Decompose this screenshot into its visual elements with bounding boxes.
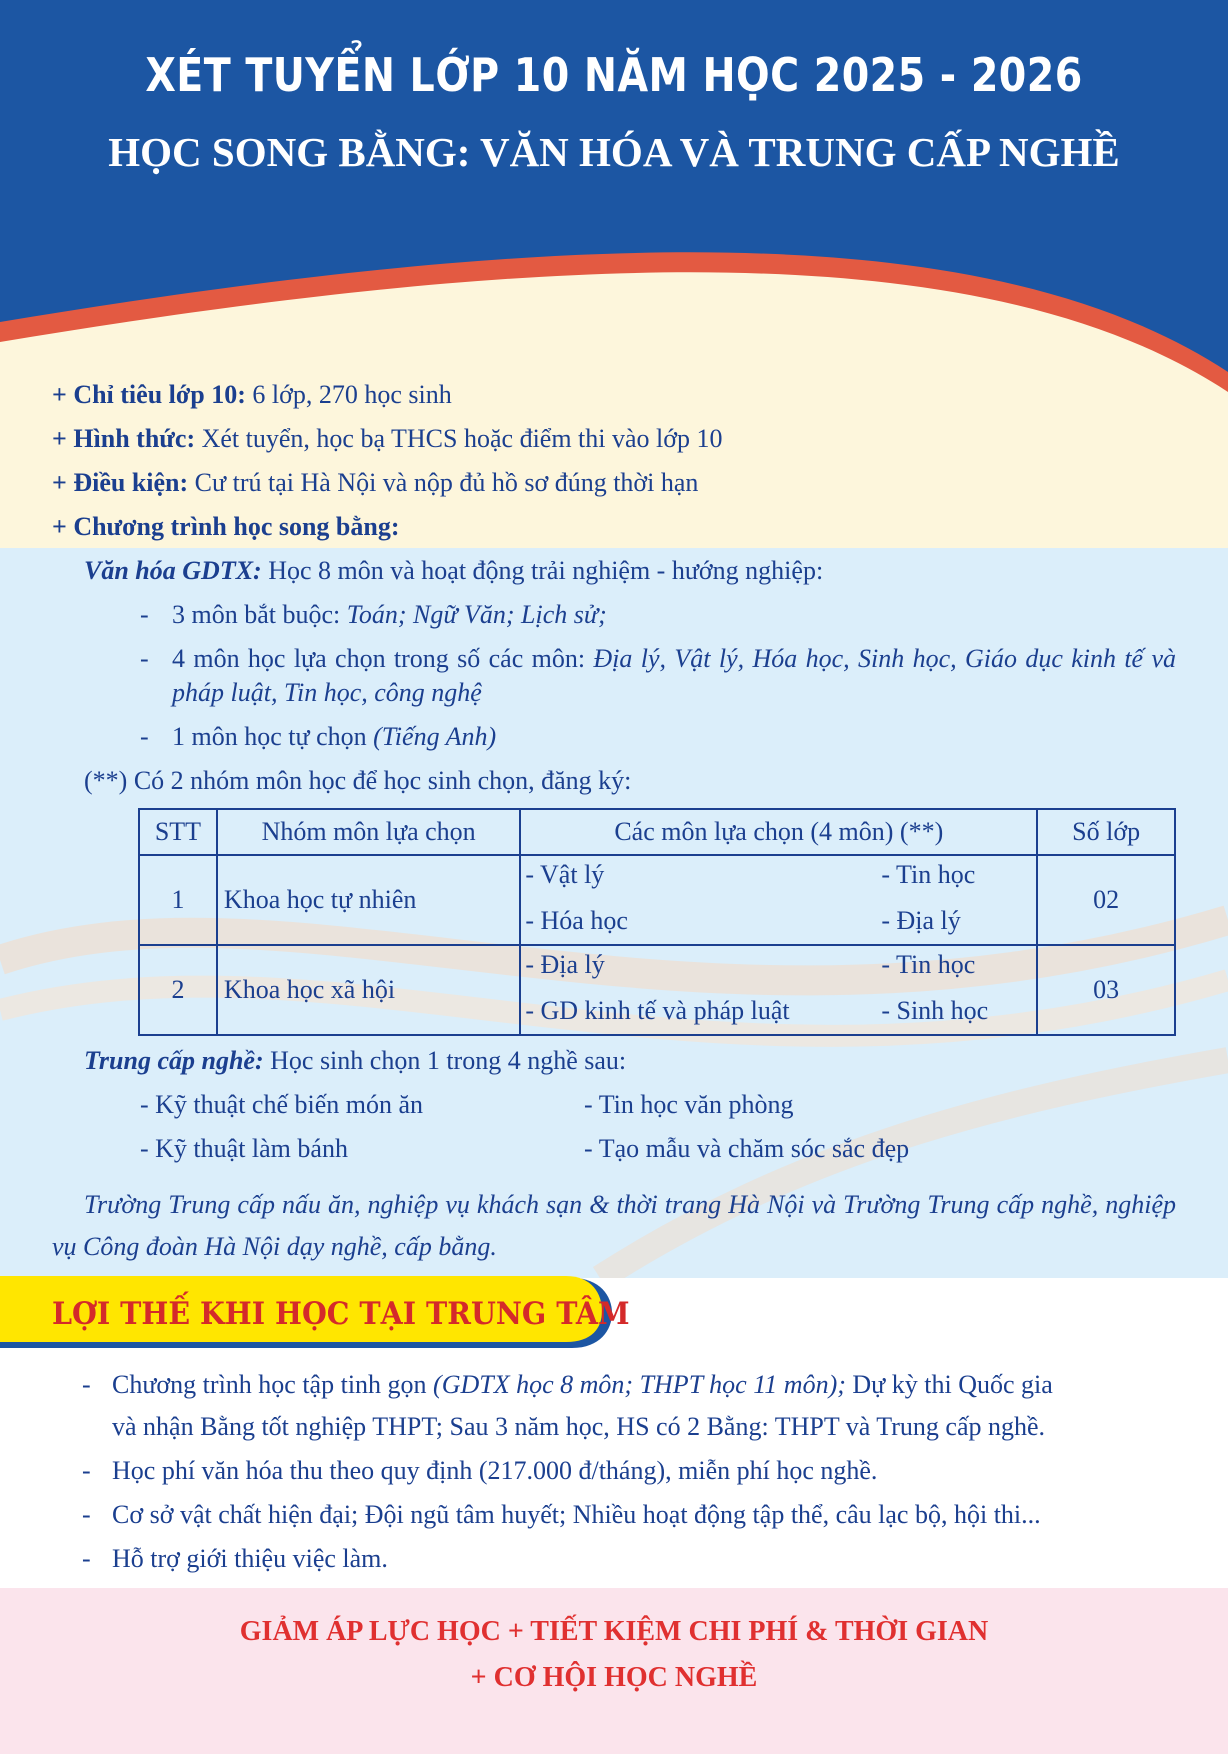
culture-item bbox=[140, 642, 149, 676]
advantages-title: LỢI THẾ KHI HỌC TẠI TRUNG TÂM bbox=[52, 1296, 630, 1332]
subject-item: - Tin học bbox=[881, 860, 976, 889]
subject-item: - Vật lý bbox=[525, 860, 605, 889]
advantage-text-italic: (GDTX học 8 môn; THPT học 11 môn); bbox=[433, 1370, 846, 1399]
bullet-dash: - bbox=[140, 600, 149, 629]
table-row bbox=[139, 945, 1175, 1035]
info-condition bbox=[52, 466, 698, 500]
info-label: + Chương trình học song bằng: bbox=[52, 512, 400, 541]
page-subtitle: HỌC SONG BẰNG: VĂN HÓA VÀ TRUNG CẤP NGHỀ bbox=[108, 129, 1120, 175]
advantage-item bbox=[112, 1368, 1053, 1402]
info-label: + Hình thức: bbox=[52, 424, 196, 453]
culture-item-text bbox=[172, 720, 496, 754]
info-program bbox=[52, 510, 400, 544]
subject-item: - Sinh học bbox=[881, 996, 989, 1025]
advantage-item: Hỗ trợ giới thiệu việc làm. bbox=[112, 1544, 388, 1573]
table-row bbox=[139, 855, 1175, 945]
info-quota bbox=[52, 378, 452, 412]
info-value: Cư trú tại Hà Nội và nộp đủ hồ sơ đúng thời hạn bbox=[188, 468, 699, 497]
footer-slogan-line2: + CƠ HỘI HỌC NGHỀ bbox=[470, 1662, 758, 1693]
job-item: - Kỹ thuật làm bánh bbox=[140, 1134, 348, 1163]
culture-item-italic: (Tiếng Anh) bbox=[373, 722, 497, 751]
table-header: STT bbox=[139, 809, 217, 855]
culture-text: Học 8 môn và hoạt động trải nghiệm - hướng nghiệp: bbox=[261, 556, 824, 585]
subject-item: - Hóa học bbox=[525, 906, 628, 935]
advantage-item: Học phí văn hóa thu theo quy định (217.000 đ/tháng), miễn phí học nghề. bbox=[112, 1456, 878, 1485]
job-item: - Tin học văn phòng bbox=[584, 1090, 794, 1119]
subject-item: - Địa lý bbox=[525, 950, 605, 979]
table-cell-stt: 2 bbox=[139, 945, 217, 1035]
info-label: + Chỉ tiêu lớp 10: bbox=[52, 380, 246, 409]
info-label: + Điều kiện: bbox=[52, 468, 189, 497]
advantage-item: Cơ sở vật chất hiện đại; Đội ngũ tâm huyết; Nhiều hoạt động tập thể, câu lạc bộ, hội thi... bbox=[112, 1500, 1041, 1529]
table-cell-subjects bbox=[520, 855, 1037, 945]
advantage-item-cont: và nhận Bằng tốt nghiệp THPT; Sau 3 năm học, HS có 2 Bằng: THPT và Trung cấp nghề. bbox=[112, 1412, 1046, 1441]
page-title: XÉT TUYỂN LỚP 10 NĂM HỌC 2025 - 2026 bbox=[145, 48, 1083, 102]
subject-item: - GD kinh tế và pháp luật bbox=[525, 996, 790, 1025]
culture-item-text bbox=[172, 598, 607, 632]
culture-item bbox=[140, 720, 149, 754]
advantage-dash: - bbox=[82, 1456, 91, 1485]
table-header: Số lớp bbox=[1037, 809, 1175, 855]
culture-label: Văn hóa GDTX: bbox=[84, 556, 262, 585]
bullet-dash: - bbox=[140, 722, 149, 751]
advantage-dash: - bbox=[82, 1370, 91, 1399]
vocational-label: Trung cấp nghề: bbox=[84, 1046, 264, 1075]
subject-item: - Tin học bbox=[881, 950, 976, 979]
culture-item bbox=[140, 598, 149, 632]
culture-heading bbox=[84, 554, 823, 588]
bullet-dash: - bbox=[140, 644, 149, 673]
culture-item-italic: Toán; Ngữ Văn; Lịch sử; bbox=[346, 600, 607, 629]
culture-item-italic: Địa lý, Vật lý, Hóa học, Sinh học, Giáo dục kinh tế và pháp luật, Tin học, công nghệ bbox=[172, 644, 1176, 707]
job-item: - Kỹ thuật chế biến món ăn bbox=[140, 1090, 424, 1119]
culture-item-plain: 1 môn học tự chọn bbox=[172, 722, 374, 751]
culture-note: (**) Có 2 nhóm môn học để học sinh chọn, đăng ký: bbox=[84, 766, 632, 795]
subject-item: - Địa lý bbox=[881, 906, 961, 935]
table-header: Nhóm môn lựa chọn bbox=[217, 809, 520, 855]
culture-item-plain: 3 môn bắt buộc: bbox=[172, 600, 347, 629]
info-method bbox=[52, 422, 723, 456]
vocational-schools: Trường Trung cấp nấu ăn, nghiệp vụ khách sạn & thời trang Hà Nội và Trường Trung cấp nghề, nghiệp vụ Công đoàn Hà Nội dạy nghề, cấp bằng. bbox=[52, 1190, 1176, 1261]
table-cell-subjects bbox=[520, 945, 1037, 1035]
table-cell-group: Khoa học xã hội bbox=[217, 945, 520, 1035]
job-item: - Tạo mẫu và chăm sóc sắc đẹp bbox=[584, 1134, 910, 1163]
table-header-row bbox=[139, 809, 1175, 855]
culture-item-text bbox=[172, 642, 1176, 710]
footer-slogan-line1: GIẢM ÁP LỰC HỌC + TIẾT KIỆM CHI PHÍ & THỜI GIAN bbox=[239, 1616, 989, 1647]
table-cell-classes: 03 bbox=[1037, 945, 1175, 1035]
vocational-heading bbox=[84, 1044, 626, 1078]
info-value: Xét tuyển, học bạ THCS hoặc điểm thi vào lớp 10 bbox=[195, 424, 723, 453]
subject-group-table bbox=[138, 808, 1176, 1036]
advantage-text: Dự kỳ thi Quốc gia bbox=[845, 1370, 1053, 1399]
table-header: Các môn lựa chọn (4 môn) (**) bbox=[520, 809, 1037, 855]
advantage-dash: - bbox=[82, 1500, 91, 1529]
info-value: 6 lớp, 270 học sinh bbox=[245, 380, 452, 409]
advantage-text: Chương trình học tập tinh gọn bbox=[112, 1370, 434, 1399]
culture-item-plain: 4 môn học lựa chọn trong số các môn: bbox=[172, 644, 594, 673]
table-cell-classes: 02 bbox=[1037, 855, 1175, 945]
table-cell-stt: 1 bbox=[139, 855, 217, 945]
vocational-text: Học sinh chọn 1 trong 4 nghề sau: bbox=[263, 1046, 627, 1075]
table-cell-group: Khoa học tự nhiên bbox=[217, 855, 520, 945]
advantage-dash: - bbox=[82, 1544, 91, 1573]
